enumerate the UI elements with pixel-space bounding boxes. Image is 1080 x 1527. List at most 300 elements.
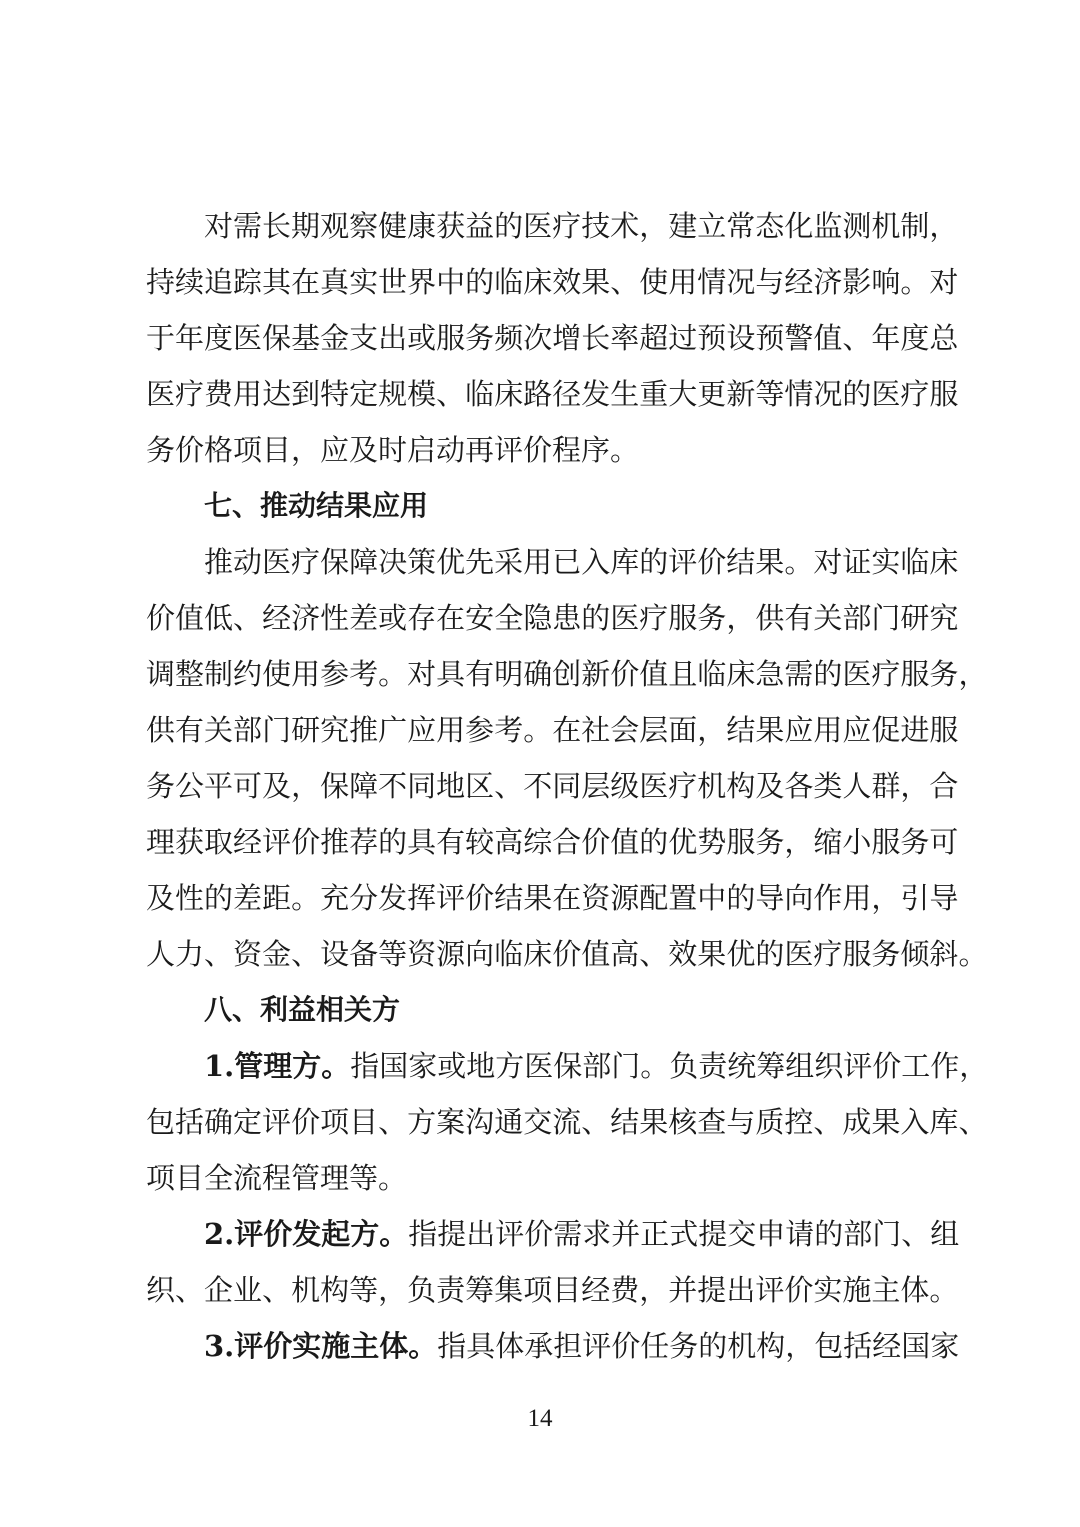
char: 合 <box>552 825 582 859</box>
char: 临 <box>494 937 524 971</box>
char: 在 <box>291 265 321 299</box>
char: 济 <box>813 265 843 299</box>
char: 、 <box>175 1273 205 1307</box>
char: 结 <box>610 1105 640 1139</box>
char: 资 <box>581 881 611 915</box>
char: 有 <box>436 825 466 859</box>
char: 小 <box>842 825 872 859</box>
char: ， <box>378 1273 408 1307</box>
char: 果 <box>755 545 785 579</box>
char: 价 <box>552 937 582 971</box>
char: 成 <box>842 1105 872 1139</box>
char: 究 <box>320 713 350 747</box>
char: 度 <box>900 321 930 355</box>
char: 面 <box>668 713 698 747</box>
char: 果 <box>523 881 553 915</box>
paragraph-line <box>146 1094 988 1150</box>
char: 医 <box>871 377 901 411</box>
char: 推 <box>204 545 234 579</box>
char: 中 <box>436 265 466 299</box>
paragraph-line <box>146 702 959 758</box>
char: 的 <box>494 209 524 243</box>
char: 负 <box>407 1273 437 1307</box>
char: 对 <box>929 265 959 299</box>
char: 态 <box>755 209 785 243</box>
char: 医 <box>262 545 292 579</box>
char: 或 <box>407 321 437 355</box>
char: ， <box>697 713 727 747</box>
section-heading-7 <box>146 478 940 534</box>
char: 层 <box>639 713 669 747</box>
char: 临 <box>465 377 495 411</box>
char: 定 <box>233 1105 263 1139</box>
char: 隐 <box>523 601 553 635</box>
char: 服 <box>726 825 756 859</box>
char: 平 <box>204 769 234 803</box>
char: 势 <box>697 825 727 859</box>
char: 立 <box>697 209 727 243</box>
paragraph-line <box>146 422 940 478</box>
char: 值 <box>581 937 611 971</box>
char: 低 <box>204 601 234 635</box>
char: 力 <box>175 937 205 971</box>
char: 发 <box>581 377 611 411</box>
char: 通 <box>494 1105 524 1139</box>
char: 流 <box>552 1105 582 1139</box>
char: 等 <box>378 937 408 971</box>
char: 实 <box>813 1273 843 1307</box>
char: 部 <box>233 713 263 747</box>
char: 作 <box>813 881 843 915</box>
char: 次 <box>523 321 553 355</box>
char: 、 <box>610 265 640 299</box>
char: 警 <box>784 321 814 355</box>
char: 应 <box>784 713 814 747</box>
char: 到 <box>291 377 321 411</box>
char: 配 <box>639 881 669 915</box>
char: 评 <box>755 1273 785 1307</box>
char: 的 <box>639 825 669 859</box>
char: 创 <box>552 657 582 691</box>
char: 支 <box>349 321 379 355</box>
char: 床 <box>523 937 553 971</box>
char: 控 <box>784 1105 814 1139</box>
char: 考 <box>494 713 524 747</box>
char: 促 <box>871 713 901 747</box>
char: 价 <box>465 881 495 915</box>
char: 安 <box>465 601 495 635</box>
char: 合 <box>929 769 959 803</box>
char: 括 <box>175 1105 205 1139</box>
char: 、 <box>494 769 524 803</box>
char: 供 <box>755 601 785 635</box>
char: 需 <box>233 209 263 243</box>
char: 。 <box>958 937 988 971</box>
char: 分 <box>349 881 379 915</box>
char: 层 <box>581 769 611 803</box>
char: 决 <box>378 545 408 579</box>
char: 用 <box>291 657 321 691</box>
char: 交 <box>523 1105 553 1139</box>
char: 用 <box>436 713 466 747</box>
char: 不 <box>378 769 408 803</box>
char: 情 <box>697 265 727 299</box>
char: 调 <box>146 657 176 691</box>
char: 性 <box>320 601 350 635</box>
char: 研 <box>900 601 930 635</box>
char: 在 <box>552 881 582 915</box>
page-number: 14 <box>527 1405 553 1432</box>
char: 价 <box>697 545 727 579</box>
char: 较 <box>465 825 495 859</box>
char: 实 <box>349 265 379 299</box>
char: 增 <box>552 321 582 355</box>
page-body <box>146 198 989 1374</box>
char: 预 <box>755 321 785 355</box>
char: 价 <box>146 601 176 635</box>
char: 置 <box>668 881 698 915</box>
line-text: 指国家或地方医保部门。负责统筹组织评价工作， <box>350 1049 989 1083</box>
char: 障 <box>349 769 379 803</box>
char: 的 <box>378 825 408 859</box>
char: 效 <box>552 265 582 299</box>
char: 定 <box>349 377 379 411</box>
char: 。 <box>929 1273 959 1307</box>
char: 服 <box>871 825 901 859</box>
char: 业 <box>233 1273 263 1307</box>
char: ， <box>726 601 756 635</box>
char: 价 <box>291 825 321 859</box>
char: 的 <box>755 937 785 971</box>
char: 优 <box>668 825 698 859</box>
char: 整 <box>175 657 205 691</box>
line-text: 务价格项目，应及时启动再评价程序。 <box>146 433 640 467</box>
char: 疗 <box>552 209 582 243</box>
paragraph-line <box>146 1262 959 1318</box>
char: 入 <box>581 545 611 579</box>
char: 康 <box>407 209 437 243</box>
char: 构 <box>726 769 756 803</box>
char: 新 <box>726 377 756 411</box>
char: 库 <box>610 545 640 579</box>
char: 约 <box>233 657 263 691</box>
item-title-initiator: 2.评价发起方。 <box>204 1217 409 1251</box>
char: 情 <box>784 377 814 411</box>
char: 在 <box>552 713 582 747</box>
char: 服 <box>900 657 930 691</box>
char: 查 <box>697 1105 727 1139</box>
char: 值 <box>639 657 669 691</box>
char: 健 <box>378 209 408 243</box>
line-text: 指具体承担评价任务的机构，包括经国家 <box>437 1329 960 1363</box>
char: 率 <box>610 321 640 355</box>
char: 质 <box>755 1105 785 1139</box>
char: 用 <box>668 265 698 299</box>
char: 向 <box>465 937 495 971</box>
char: 度 <box>204 321 234 355</box>
char: 疗 <box>175 377 205 411</box>
char: 高 <box>494 825 524 859</box>
line-text: 指提出评价需求并正式提交申请的部门、组 <box>408 1217 960 1251</box>
char: 距 <box>262 881 292 915</box>
char: 模 <box>407 377 437 411</box>
char: 进 <box>900 713 930 747</box>
char: 主 <box>871 1273 901 1307</box>
char: 向 <box>784 881 814 915</box>
char: 动 <box>233 545 263 579</box>
char: 社 <box>581 713 611 747</box>
char: 世 <box>378 265 408 299</box>
paragraph-line <box>146 1038 989 1094</box>
char: 医 <box>233 321 263 355</box>
char: 疗 <box>639 601 669 635</box>
char: 可 <box>233 769 263 803</box>
char: 续 <box>175 265 205 299</box>
char: 与 <box>726 1105 756 1139</box>
char: 特 <box>320 377 350 411</box>
char: 界 <box>407 265 437 299</box>
paragraph-line <box>146 870 959 926</box>
char: 资 <box>233 937 263 971</box>
char: 且 <box>668 657 698 691</box>
char: 年 <box>175 321 205 355</box>
char: 、 <box>262 1273 292 1307</box>
char: 的 <box>465 265 495 299</box>
char: 疗 <box>871 657 901 691</box>
char: 保 <box>262 321 292 355</box>
char: 评 <box>262 1105 292 1139</box>
char: 参 <box>320 657 350 691</box>
char: 同 <box>552 769 582 803</box>
char: 医 <box>639 769 669 803</box>
char: 与 <box>755 265 785 299</box>
char: 、 <box>842 321 872 355</box>
char: 追 <box>204 265 234 299</box>
char: 值 <box>175 601 205 635</box>
char: 服 <box>842 937 872 971</box>
char: 医 <box>523 209 553 243</box>
char: 确 <box>523 657 553 691</box>
char: 门 <box>262 713 292 747</box>
char: 及 <box>146 881 176 915</box>
char: 企 <box>204 1273 234 1307</box>
char: 差 <box>233 881 263 915</box>
char: 确 <box>204 1105 234 1139</box>
char: 临 <box>900 545 930 579</box>
paragraph-line <box>146 534 959 590</box>
char: 果 <box>697 937 727 971</box>
char: 超 <box>639 321 669 355</box>
char: 临 <box>494 265 524 299</box>
char: 果 <box>581 265 611 299</box>
char: 、 <box>639 937 669 971</box>
char: 关 <box>204 713 234 747</box>
char: 年 <box>871 321 901 355</box>
char: 的 <box>726 881 756 915</box>
char: 障 <box>349 545 379 579</box>
char: 广 <box>378 713 408 747</box>
char: 患 <box>552 601 582 635</box>
char: 斜 <box>929 937 959 971</box>
char: 对 <box>407 657 437 691</box>
char: ， <box>900 769 930 803</box>
char: 荐 <box>349 825 379 859</box>
char: 构 <box>320 1273 350 1307</box>
char: 制 <box>204 657 234 691</box>
char: 存 <box>407 601 437 635</box>
char: 级 <box>610 769 640 803</box>
char: 床 <box>929 545 959 579</box>
char: 需 <box>784 657 814 691</box>
char: 济 <box>291 601 321 635</box>
char: 优 <box>726 937 756 971</box>
paragraph-line <box>146 814 959 870</box>
char: 化 <box>784 209 814 243</box>
char: 医 <box>146 377 176 411</box>
char: 响 <box>871 265 901 299</box>
char: 结 <box>726 713 756 747</box>
char: 考 <box>349 657 379 691</box>
char: 制 <box>900 209 930 243</box>
char: 价 <box>610 657 640 691</box>
char: 源 <box>610 881 640 915</box>
char: 的 <box>639 545 669 579</box>
char: 更 <box>697 377 727 411</box>
char: 服 <box>436 321 466 355</box>
char: 急 <box>755 657 785 691</box>
char: 对 <box>204 209 234 243</box>
char: 用 <box>842 881 872 915</box>
char: 金 <box>262 937 292 971</box>
char: 先 <box>465 545 495 579</box>
heading-text: 八、利益相关方 <box>204 993 401 1026</box>
char: 部 <box>842 601 872 635</box>
char: 关 <box>813 601 843 635</box>
char: 责 <box>436 1273 466 1307</box>
char: 服 <box>668 601 698 635</box>
char: 方 <box>407 1105 437 1139</box>
char: 益 <box>465 209 495 243</box>
char: 、 <box>436 377 466 411</box>
char: 源 <box>436 937 466 971</box>
char: 务 <box>871 937 901 971</box>
char: 及 <box>755 769 785 803</box>
char: 频 <box>494 321 524 355</box>
char: 用 <box>233 377 263 411</box>
char: 高 <box>610 937 640 971</box>
char: 包 <box>146 1105 176 1139</box>
char: 集 <box>494 1273 524 1307</box>
char: 具 <box>407 825 437 859</box>
paragraph-line <box>146 758 959 814</box>
char: 评 <box>436 881 466 915</box>
char: 同 <box>407 769 437 803</box>
char: 应 <box>407 713 437 747</box>
char: 其 <box>262 265 292 299</box>
char: 况 <box>813 377 843 411</box>
char: 不 <box>523 769 553 803</box>
char: ， <box>639 1273 669 1307</box>
char: 人 <box>842 769 872 803</box>
char: 务 <box>755 825 785 859</box>
char: 价 <box>784 1273 814 1307</box>
char: 床 <box>494 377 524 411</box>
char: 。 <box>378 657 408 691</box>
char: 真 <box>320 265 350 299</box>
char: 的 <box>842 377 872 411</box>
char: 经 <box>233 825 263 859</box>
char: 机 <box>697 769 727 803</box>
char: 明 <box>494 657 524 691</box>
char: 床 <box>523 265 553 299</box>
char: 预 <box>697 321 727 355</box>
char: 或 <box>378 601 408 635</box>
char: 的 <box>204 881 234 915</box>
char: 技 <box>581 209 611 243</box>
char: 优 <box>436 545 466 579</box>
char: 、 <box>813 1105 843 1139</box>
char: 疗 <box>291 545 321 579</box>
char: 生 <box>610 377 640 411</box>
char: 重 <box>639 377 669 411</box>
char: 果 <box>871 1105 901 1139</box>
char: 金 <box>320 321 350 355</box>
char: 机 <box>871 209 901 243</box>
char: 果 <box>755 713 785 747</box>
char: 临 <box>697 657 727 691</box>
line-text: 项目全流程管理等。 <box>146 1161 408 1195</box>
char: ， <box>291 769 321 803</box>
paragraph-line <box>146 366 959 422</box>
char: 推 <box>320 825 350 859</box>
char: 引 <box>900 881 930 915</box>
char: 保 <box>320 545 350 579</box>
char: 获 <box>175 825 205 859</box>
char: 案 <box>436 1105 466 1139</box>
char: 务 <box>465 321 495 355</box>
char: 充 <box>320 881 350 915</box>
char: 、 <box>233 601 263 635</box>
char: 全 <box>494 601 524 635</box>
char: 果 <box>639 1105 669 1139</box>
char: 评 <box>262 825 292 859</box>
item-title-management: 1.管理方。 <box>204 1049 351 1083</box>
paragraph-line <box>146 590 959 646</box>
char: 服 <box>929 713 959 747</box>
char: 设 <box>320 937 350 971</box>
char: ， <box>639 209 669 243</box>
char: 推 <box>349 713 379 747</box>
paragraph-line <box>146 1206 960 1262</box>
char: 服 <box>929 377 959 411</box>
char: 地 <box>436 769 466 803</box>
char: 可 <box>929 825 959 859</box>
char: 医 <box>610 601 640 635</box>
char: 有 <box>175 713 205 747</box>
char: 的 <box>813 657 843 691</box>
char: 价 <box>291 1105 321 1139</box>
char: 长 <box>581 321 611 355</box>
paragraph-line <box>146 198 959 254</box>
char: 缩 <box>813 825 843 859</box>
char: 倾 <box>900 937 930 971</box>
char: 影 <box>842 265 872 299</box>
char: 径 <box>552 377 582 411</box>
char: 机 <box>291 1273 321 1307</box>
char: 效 <box>668 937 698 971</box>
char: 保 <box>320 769 350 803</box>
char: 结 <box>726 545 756 579</box>
